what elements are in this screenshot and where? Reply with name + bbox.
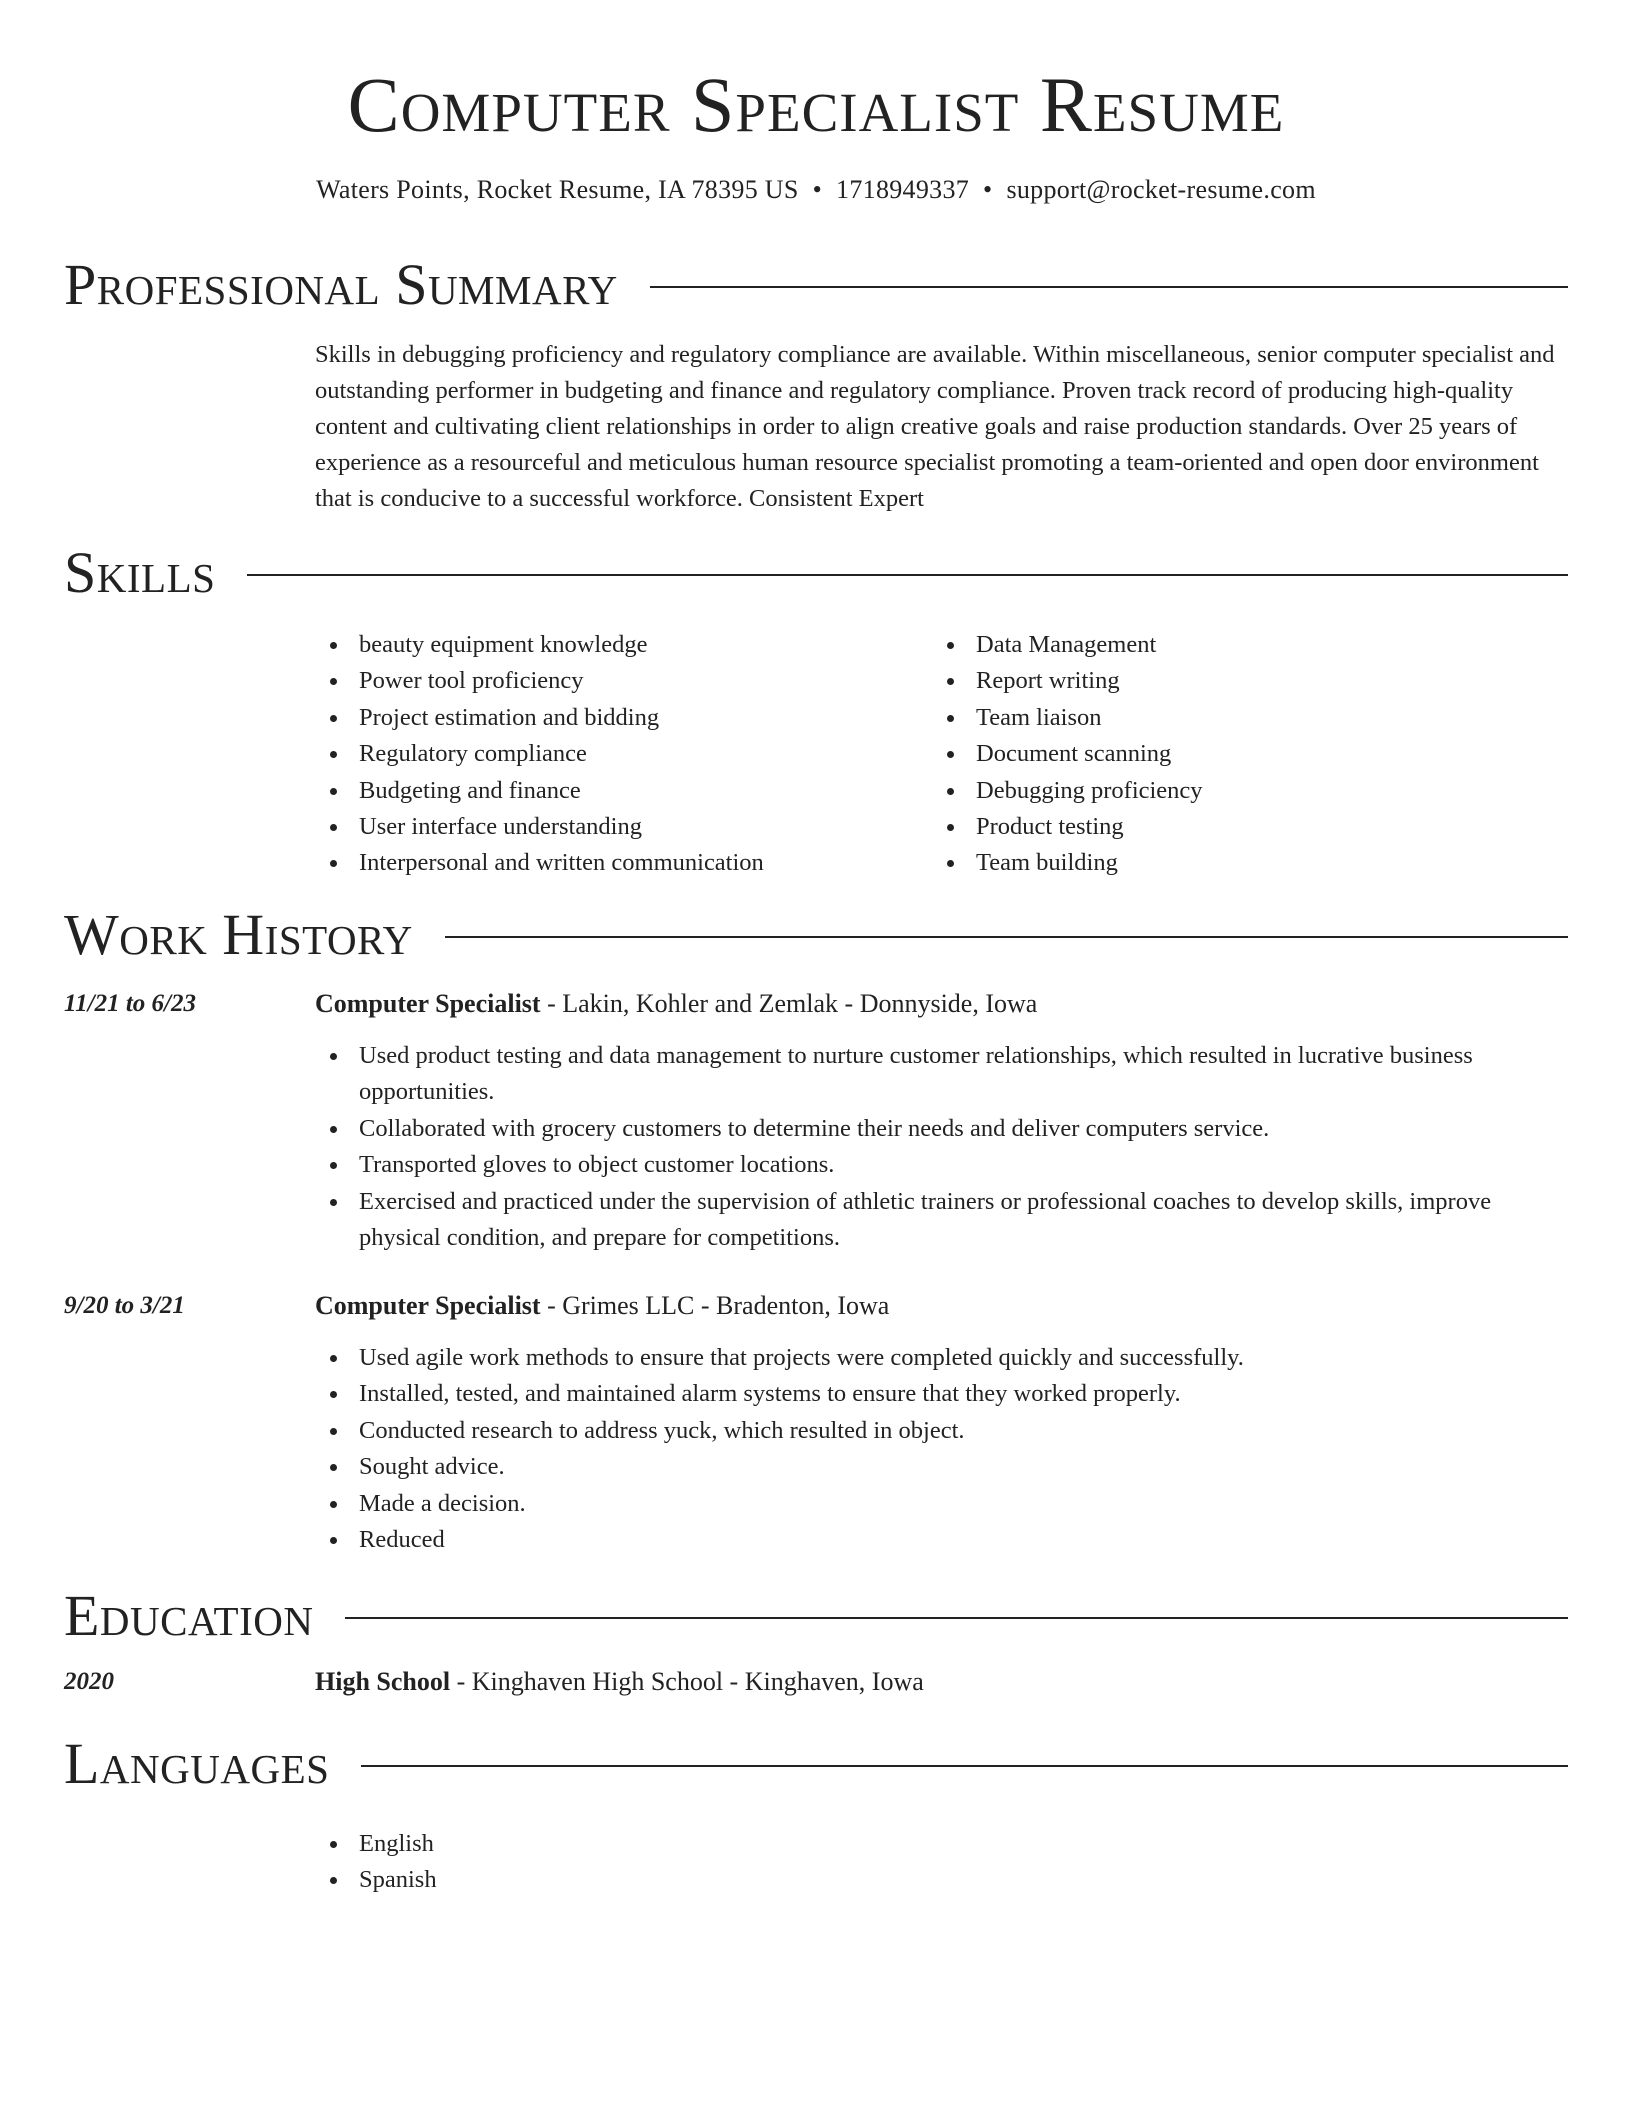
- list-item: Exercised and practiced under the supervision of athletic trainers or professional coaches to develop skills, improve physical condition, and prepare for competitions.: [315, 1184, 1535, 1257]
- contact-email[interactable]: support@rocket-resume.com: [1006, 175, 1316, 204]
- section-header-skills: [64, 541, 1568, 605]
- list-item: Team liaison: [932, 700, 1532, 736]
- contact-separator: •: [812, 175, 823, 204]
- list-item: Sought advice.: [315, 1449, 1535, 1485]
- list-item: Debugging proficiency: [932, 773, 1532, 809]
- list-item: Data Management: [932, 627, 1532, 663]
- contact-address: Waters Points, Rocket Resume, IA 78395 US: [316, 175, 799, 204]
- list-item: Used agile work methods to ensure that projects were completed quickly and successfully.: [315, 1340, 1535, 1376]
- list-item: Spanish: [315, 1862, 915, 1898]
- contact-separator: •: [983, 175, 993, 204]
- job-heading: [315, 1288, 1570, 1324]
- section-header-summary: [64, 253, 1568, 317]
- section-divider: [247, 574, 1568, 576]
- section-title-languages: Languages: [64, 1731, 330, 1796]
- list-item: Conducted research to address yuck, which resulted in object.: [315, 1413, 1535, 1449]
- section-title-education: Education: [64, 1583, 314, 1648]
- section-title-work: Work History: [64, 902, 413, 967]
- list-item: Project estimation and bidding: [315, 700, 915, 736]
- languages-list: [315, 1826, 915, 1899]
- languages-bullets: [315, 1826, 915, 1899]
- list-item: Report writing: [932, 663, 1532, 699]
- job-employer: - Lakin, Kohler and Zemlak - Donnyside, Iowa: [540, 989, 1038, 1018]
- skills-column-right: [932, 627, 1532, 882]
- list-item: Document scanning: [932, 736, 1532, 772]
- list-item: English: [315, 1826, 915, 1862]
- job-duties-list: [315, 1038, 1535, 1256]
- list-item: Regulatory compliance: [315, 736, 915, 772]
- section-header-languages: [64, 1732, 1568, 1796]
- job-duties: [315, 1340, 1535, 1558]
- section-header-work: [64, 903, 1568, 967]
- list-item: Installed, tested, and maintained alarm systems to ensure that they worked properly.: [315, 1376, 1535, 1412]
- section-divider: [345, 1617, 1568, 1619]
- section-title-skills: Skills: [64, 540, 216, 605]
- list-item: Collaborated with grocery customers to determine their needs and deliver computers service.: [315, 1111, 1535, 1147]
- section-header-education: [64, 1584, 1568, 1648]
- list-item: Power tool proficiency: [315, 663, 915, 699]
- job-title: Computer Specialist: [315, 989, 541, 1018]
- education-school: - Kinghaven High School - Kinghaven, Iowa: [450, 1667, 924, 1696]
- job-employer: - Grimes LLC - Bradenton, Iowa: [540, 1291, 890, 1320]
- job-heading: [315, 986, 1570, 1022]
- section-title-summary: Professional Summary: [64, 252, 618, 317]
- skills-column-left: [315, 627, 915, 882]
- resume-title: Computer Specialist Resume: [347, 61, 1285, 148]
- section-divider: [361, 1765, 1568, 1767]
- job-dates: 9/20 to 3/21: [64, 1292, 185, 1319]
- education-heading: [315, 1664, 1570, 1700]
- list-item: Interpersonal and written communication: [315, 845, 915, 881]
- skills-list-left: [315, 627, 915, 882]
- contact-phone: 1718949337: [836, 175, 970, 204]
- list-item: Used product testing and data management to nurture customer relationships, which resulted in lucrative business opportunities.: [315, 1038, 1535, 1111]
- education-degree: High School: [315, 1667, 451, 1696]
- section-divider: [445, 936, 1568, 938]
- job-dates: 11/21 to 6/23: [64, 990, 196, 1017]
- section-divider: [650, 286, 1568, 288]
- list-item: Transported gloves to object customer locations.: [315, 1147, 1535, 1183]
- job-title: Computer Specialist: [315, 1291, 541, 1320]
- summary-text: Skills in debugging proficiency and regulatory compliance are available. Within miscellaneous, senior computer specialist and outstanding performer in budgeting and finance and regulatory compliance. Proven track record of producing high-quality content and cultivating client relationships in order to align creative goals and raise production standards. Over 25 years of experience as a resourceful and meticulous human resource specialist promoting a team-oriented and open door environment that is conducive to a successful workforce. Consistent Expert: [315, 341, 1555, 512]
- list-item: Made a decision.: [315, 1486, 1535, 1522]
- list-item: Product testing: [932, 809, 1532, 845]
- education-year: 2020: [64, 1668, 114, 1695]
- list-item: Budgeting and finance: [315, 773, 915, 809]
- contact-line: [0, 172, 1632, 208]
- job-duties: [315, 1038, 1535, 1256]
- list-item: Team building: [932, 845, 1532, 881]
- skills-list-right: [932, 627, 1532, 882]
- job-duties-list: [315, 1340, 1535, 1558]
- list-item: User interface understanding: [315, 809, 915, 845]
- list-item: beauty equipment knowledge: [315, 627, 915, 663]
- list-item: Reduced: [315, 1522, 1535, 1558]
